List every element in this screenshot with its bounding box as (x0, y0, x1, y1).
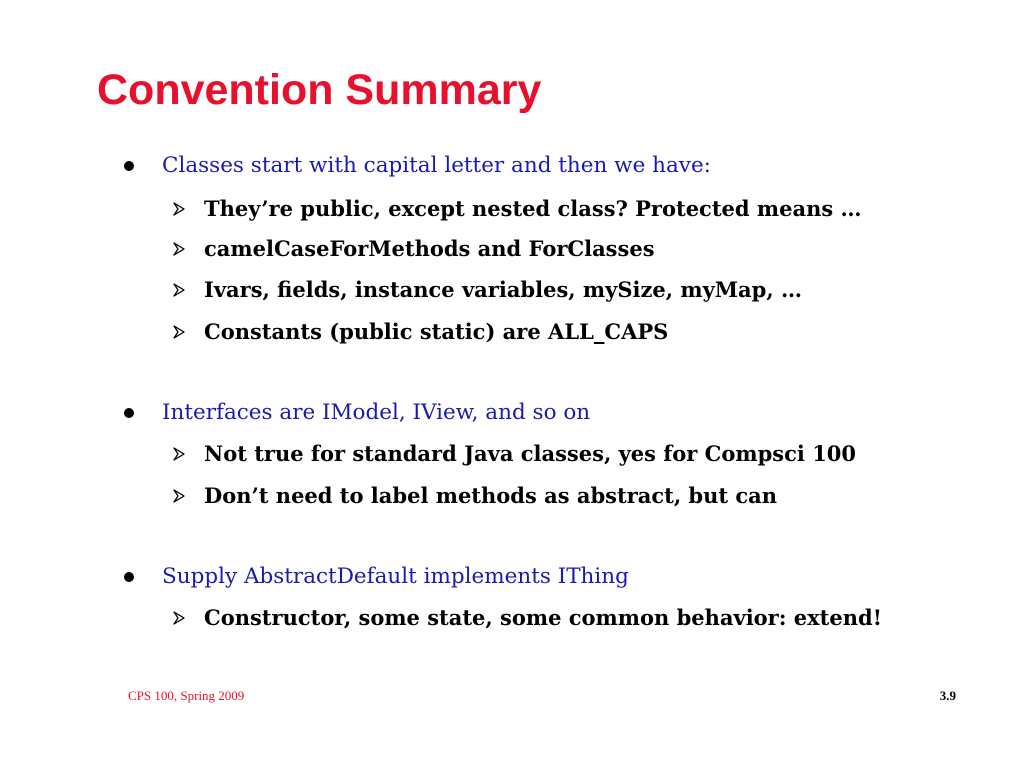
sub-bullet-item (173, 598, 882, 638)
arrowhead-icon (173, 447, 185, 461)
arrowhead-icon (173, 489, 185, 503)
arrowhead-icon (173, 611, 185, 625)
footer-page-number: 3.9 (939, 688, 956, 703)
bullet-item (124, 557, 629, 597)
sub-bullet-item (173, 270, 802, 310)
bullet-heading: Classes start with capital letter and then we have: (162, 153, 711, 178)
slide-title: Convention Summary (97, 66, 542, 114)
sub-bullet-item (173, 189, 862, 229)
sub-bullet-item (173, 229, 655, 269)
sub-bullet-text: Constants (public static) are ALL_CAPS (204, 319, 669, 344)
sub-bullet-item (173, 312, 668, 352)
arrowhead-icon (173, 283, 185, 297)
sub-bullet-text: Not true for standard Java classes, yes for Compsci 100 (204, 441, 857, 466)
bullet-dot-icon (124, 161, 134, 171)
bullet-heading: Interfaces are IModel, IView, and so on (162, 400, 591, 425)
footer-course: CPS 100, Spring 2009 (128, 688, 245, 703)
sub-bullet-text: They’re public, except nested class? Protected means … (204, 196, 862, 221)
bullet-item (124, 146, 711, 186)
arrowhead-icon (173, 325, 185, 339)
bullet-dot-icon (124, 408, 134, 418)
sub-bullet-text: camelCaseForMethods and ForClasses (204, 236, 655, 261)
arrowhead-icon (173, 202, 185, 216)
sub-bullet-text: Constructor, some state, some common behavior: extend! (204, 605, 882, 630)
arrowhead-icon (173, 242, 185, 256)
bullet-dot-icon (124, 572, 134, 582)
sub-bullet-item (173, 476, 777, 516)
bullet-item (124, 393, 590, 433)
bullet-heading: Supply AbstractDefault implements IThing (162, 564, 629, 589)
sub-bullet-text: Ivars, fields, instance variables, mySize, myMap, … (204, 277, 802, 302)
sub-bullet-text: Don’t need to label methods as abstract, but can (204, 483, 778, 508)
sub-bullet-item (173, 434, 856, 474)
